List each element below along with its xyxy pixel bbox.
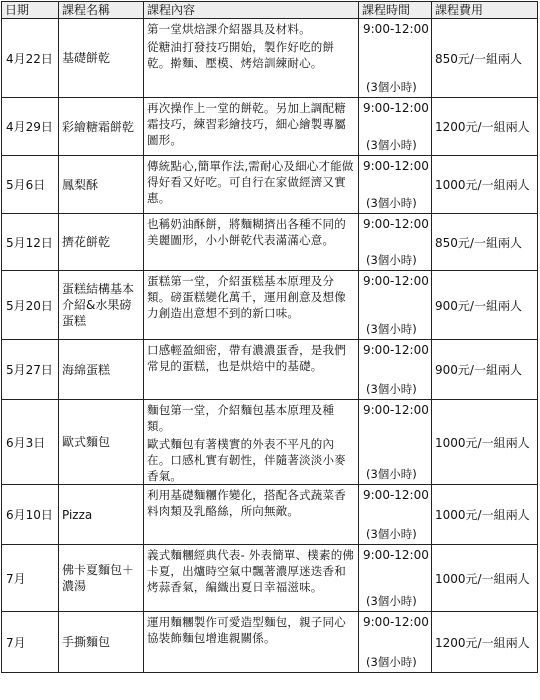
course-fee: 1000元/一組兩人 [432, 156, 538, 214]
course-time [359, 400, 432, 485]
course-time [359, 271, 432, 340]
course-row [2, 612, 538, 673]
course-fee: 1000元/一組兩人 [432, 485, 538, 545]
course-name: 鳳梨酥 [59, 156, 144, 214]
course-fee: 1200元/一組兩人 [432, 612, 538, 673]
course-duration: (3個小時) [366, 594, 417, 608]
course-time-range: 9:00-12:00 [363, 274, 429, 288]
course-content-paragraph: 第一堂烘焙課介紹器具及材料。 [147, 22, 311, 36]
course-content-paragraph: 歐式麵包有著樸實的外表不平凡的內在。口感札實有韌性，伴隨著淡淡小麥香氣。 [147, 437, 346, 483]
course-content [144, 271, 359, 340]
course-fee: 1200元/一組兩人 [432, 98, 538, 156]
course-time [359, 156, 432, 214]
course-time [359, 545, 432, 612]
course-content-paragraph: 也稱奶油酥餅，將麵糊擠出各種不同的美麗圖形，小小餅乾代表滿滿心意。 [147, 217, 346, 247]
course-date: 7月 [2, 545, 59, 612]
course-duration: (3個小時) [366, 253, 417, 267]
course-content [144, 214, 359, 271]
course-content-paragraph: 麵包第一堂，介紹麵包基本原理及種類。 [147, 403, 335, 433]
course-time [359, 98, 432, 156]
course-schedule-table [1, 1, 538, 673]
course-time-range: 9:00-12:00 [363, 548, 429, 562]
course-time-range: 9:00-12:00 [363, 22, 429, 36]
course-row [2, 98, 538, 156]
course-fee: 1000元/一組兩人 [432, 545, 538, 612]
course-fee: 850元/一組兩人 [432, 214, 538, 271]
course-content-paragraph: 蛋糕第一堂，介紹蛋糕基本原理及分類。磅蛋糕變化萬千，運用創意及想像力創造出意想不到的新口味。 [147, 274, 346, 320]
course-content-paragraph: 運用麵糰製作可愛造型麵包，親子同心協裝飾麵包增進親關係。 [147, 615, 346, 645]
course-content [144, 400, 359, 485]
course-time-range: 9:00-12:00 [363, 159, 429, 173]
course-row [2, 271, 538, 340]
course-name: 蛋糕結構基本介紹&水果磅蛋糕 [59, 271, 144, 340]
course-content-paragraph: 義式麵糰經典代表- 外表簡單、樸素的佛卡夏，出爐時空氣中飄著濃厚迷迭香和烤蒜香氣，編織出夏日幸福滋味。 [147, 548, 355, 594]
course-row [2, 340, 538, 400]
course-date: 5月12日 [2, 214, 59, 271]
course-name: 海綿蛋糕 [59, 340, 144, 400]
course-time-range: 9:00-12:00 [363, 615, 429, 629]
course-time-range: 9:00-12:00 [363, 343, 429, 357]
course-content-paragraph: 利用基礎麵糰作變化，搭配各式蔬菜香料肉類及乳酪絲，所向無敵。 [147, 488, 346, 518]
course-content [144, 340, 359, 400]
course-row [2, 400, 538, 485]
course-fee: 900元/一組兩人 [432, 271, 538, 340]
course-time [359, 485, 432, 545]
course-content-paragraph: 再次操作上一堂的餅乾。另加上調配糖霜技巧，練習彩繪技巧，細心繪製專屬圖形。 [147, 101, 346, 147]
course-date: 6月10日 [2, 485, 59, 545]
header-course-name: 課程名稱 [59, 2, 144, 19]
course-duration: (3個小時) [366, 138, 417, 152]
header-row [2, 2, 538, 19]
course-duration: (3個小時) [366, 322, 417, 336]
course-fee: 850元/一組兩人 [432, 19, 538, 98]
course-time-range: 9:00-12:00 [363, 217, 429, 231]
course-name: 佛卡夏麵包＋濃湯 [59, 545, 144, 612]
course-name: 擠花餅乾 [59, 214, 144, 271]
course-time [359, 214, 432, 271]
course-date: 6月3日 [2, 400, 59, 485]
course-content [144, 612, 359, 673]
course-name: 歐式麵包 [59, 400, 144, 485]
course-time [359, 612, 432, 673]
course-date: 4月22日 [2, 19, 59, 98]
course-row [2, 156, 538, 214]
course-content [144, 545, 359, 612]
header-course-fee: 課程費用 [432, 2, 538, 19]
course-fee: 900元/一組兩人 [432, 340, 538, 400]
course-duration: (3個小時) [366, 527, 417, 541]
course-duration: (3個小時) [366, 655, 417, 669]
course-date: 5月20日 [2, 271, 59, 340]
course-time [359, 19, 432, 98]
course-name: 彩繪糖霜餅乾 [59, 98, 144, 156]
course-date: 5月27日 [2, 340, 59, 400]
course-time [359, 340, 432, 400]
course-row [2, 19, 538, 98]
course-content-paragraph: 從糖油打發技巧開始，製作好吃的餅乾。擀麵、壓模、烤焙訓練耐心。 [147, 40, 335, 70]
course-duration: (3個小時) [366, 196, 417, 210]
course-content-paragraph: 傳統點心,簡單作法,需耐心及細心才能做得好看又好吃。可自行在家做經濟又實惠。 [147, 159, 354, 205]
course-name: Pizza [59, 485, 144, 545]
course-row [2, 214, 538, 271]
header-course-content: 課程內容 [144, 2, 359, 19]
course-name: 手撕麵包 [59, 612, 144, 673]
course-content [144, 19, 359, 98]
course-time-range: 9:00-12:00 [363, 101, 429, 115]
course-content [144, 156, 359, 214]
course-duration: (3個小時) [366, 80, 417, 94]
course-duration: (3個小時) [366, 382, 417, 396]
course-time-range: 9:00-12:00 [363, 403, 429, 417]
header-course-time: 課程時間 [359, 2, 432, 19]
course-date: 5月6日 [2, 156, 59, 214]
course-date: 4月29日 [2, 98, 59, 156]
course-content [144, 485, 359, 545]
course-name: 基礎餅乾 [59, 19, 144, 98]
course-row [2, 545, 538, 612]
course-row [2, 485, 538, 545]
course-duration: (3個小時) [366, 467, 417, 481]
course-fee: 1000元/一組兩人 [432, 400, 538, 485]
course-time-range: 9:00-12:00 [363, 488, 429, 502]
course-content-paragraph: 口感輕盈細密，帶有濃濃蛋香，是我們常見的蛋糕，也是烘焙中的基礎。 [147, 343, 346, 373]
course-date: 7月 [2, 612, 59, 673]
course-content [144, 98, 359, 156]
header-date: 日期 [2, 2, 59, 19]
